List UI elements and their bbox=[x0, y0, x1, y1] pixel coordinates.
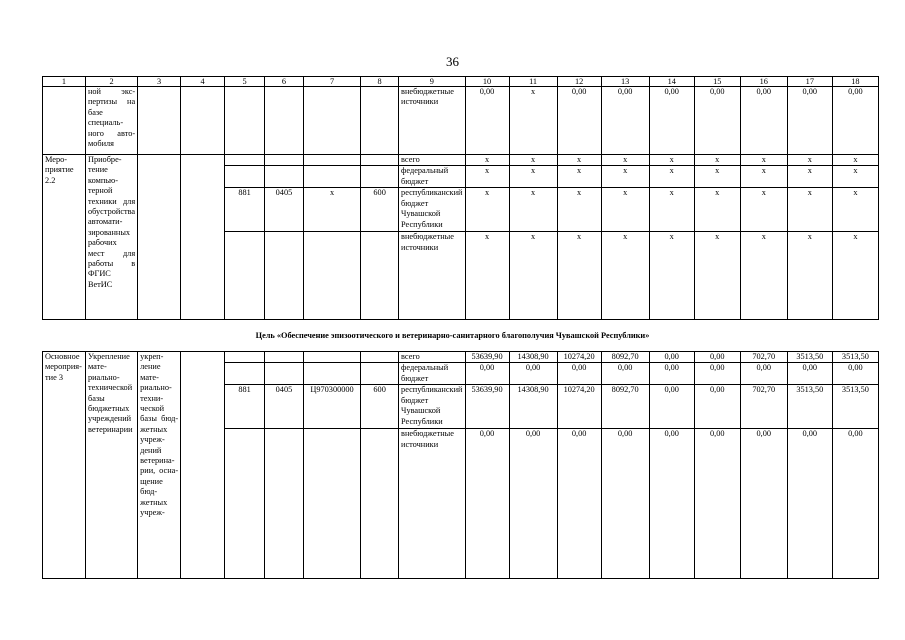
cell bbox=[361, 363, 399, 385]
value-cell: x bbox=[649, 188, 694, 232]
value-cell: 8092,70 bbox=[601, 385, 649, 429]
value-cell: x bbox=[787, 232, 832, 320]
section-code-cell: 0405 bbox=[265, 188, 304, 232]
value-cell: 702,70 bbox=[740, 352, 787, 363]
cell bbox=[265, 352, 304, 363]
funding-source-cell: всего bbox=[399, 155, 466, 166]
value-cell: 0,00 bbox=[601, 363, 649, 385]
value-cell: 0,00 bbox=[557, 363, 601, 385]
admin-code-cell: 881 bbox=[225, 188, 265, 232]
value-cell: x bbox=[509, 155, 557, 166]
value-cell: x bbox=[557, 232, 601, 320]
funding-source-cell: внебюджетные источники bbox=[399, 232, 466, 320]
cell bbox=[303, 429, 360, 579]
value-cell: x bbox=[832, 166, 878, 188]
value-cell: x bbox=[509, 188, 557, 232]
cell bbox=[303, 166, 360, 188]
col-num: 6 bbox=[265, 77, 304, 87]
value-cell: 0,00 bbox=[509, 429, 557, 579]
value-cell: 0,00 bbox=[740, 363, 787, 385]
value-cell: 0,00 bbox=[649, 385, 694, 429]
cell bbox=[265, 87, 304, 155]
col-num: 9 bbox=[399, 77, 466, 87]
value-cell: x bbox=[509, 87, 557, 155]
value-cell: 0,00 bbox=[557, 429, 601, 579]
cell bbox=[225, 352, 265, 363]
value-cell: 3513,50 bbox=[832, 352, 878, 363]
measure-name-cell: ной экспертизы на базе специального автомобиля bbox=[85, 87, 137, 155]
cell bbox=[265, 232, 304, 320]
value-cell: 702,70 bbox=[740, 385, 787, 429]
cell bbox=[303, 363, 360, 385]
value-cell: x bbox=[465, 155, 509, 166]
value-cell: x bbox=[694, 232, 740, 320]
budget-table-top bbox=[42, 76, 879, 320]
table-row bbox=[43, 87, 879, 155]
col-num: 12 bbox=[557, 77, 601, 87]
value-cell: x bbox=[509, 166, 557, 188]
cell bbox=[225, 232, 265, 320]
value-cell: 0,00 bbox=[601, 87, 649, 155]
value-cell: x bbox=[557, 166, 601, 188]
value-cell: x bbox=[509, 232, 557, 320]
value-cell: 0,00 bbox=[649, 363, 694, 385]
value-cell: 0,00 bbox=[832, 363, 878, 385]
value-cell: 0,00 bbox=[557, 87, 601, 155]
value-cell: 0,00 bbox=[787, 429, 832, 579]
col-num: 16 bbox=[740, 77, 787, 87]
value-cell: x bbox=[740, 232, 787, 320]
value-cell: 14308,90 bbox=[509, 385, 557, 429]
value-cell: 0,00 bbox=[832, 87, 878, 155]
value-cell: 0,00 bbox=[465, 363, 509, 385]
value-cell: 53639,90 bbox=[465, 385, 509, 429]
value-cell: 10274,20 bbox=[557, 385, 601, 429]
value-cell: x bbox=[601, 232, 649, 320]
value-cell: x bbox=[694, 155, 740, 166]
value-cell: 53639,90 bbox=[465, 352, 509, 363]
value-cell: x bbox=[557, 188, 601, 232]
cell bbox=[303, 352, 360, 363]
target-code-cell: Ц970300000 bbox=[303, 385, 360, 429]
value-cell: x bbox=[601, 166, 649, 188]
value-cell: 0,00 bbox=[509, 363, 557, 385]
value-cell: 0,00 bbox=[694, 429, 740, 579]
cell bbox=[225, 155, 265, 166]
cell bbox=[265, 166, 304, 188]
cell bbox=[303, 155, 360, 166]
col-num: 5 bbox=[225, 77, 265, 87]
value-cell: x bbox=[787, 166, 832, 188]
section-code-cell: 0405 bbox=[265, 385, 304, 429]
value-cell: x bbox=[787, 188, 832, 232]
value-cell: x bbox=[832, 155, 878, 166]
value-cell: 0,00 bbox=[601, 429, 649, 579]
funding-source-cell: республиканский бюджет Чувашской Республики bbox=[399, 385, 466, 429]
value-cell: x bbox=[832, 188, 878, 232]
value-cell: 3513,50 bbox=[787, 352, 832, 363]
cell bbox=[361, 87, 399, 155]
measure-type-cell: Основное мероприятие 3 bbox=[43, 352, 86, 579]
value-cell: x bbox=[601, 155, 649, 166]
goal-heading: Цель «Обеспечение эпизоотического и ветеринарно-санитарного благополучия Чувашской Республики» bbox=[255, 331, 650, 340]
col-num: 14 bbox=[649, 77, 694, 87]
cell bbox=[225, 363, 265, 385]
value-cell: 3513,50 bbox=[832, 385, 878, 429]
value-cell: 0,00 bbox=[740, 429, 787, 579]
value-cell: 0,00 bbox=[694, 385, 740, 429]
measure-type-cell: Мероприятие 2.2 bbox=[43, 155, 86, 320]
col-num: 10 bbox=[465, 77, 509, 87]
cell bbox=[181, 87, 225, 155]
measure-name-cell: Укрепление материально-технической базы бюджетных учреждений ветеринарии bbox=[85, 352, 137, 579]
value-cell: 0,00 bbox=[787, 87, 832, 155]
col-num: 17 bbox=[787, 77, 832, 87]
table-row bbox=[43, 155, 879, 166]
col-num: 7 bbox=[303, 77, 360, 87]
target-code-cell: x bbox=[303, 188, 360, 232]
value-cell: x bbox=[694, 166, 740, 188]
value-cell: x bbox=[649, 166, 694, 188]
value-cell: x bbox=[740, 155, 787, 166]
value-cell: x bbox=[557, 155, 601, 166]
value-cell: x bbox=[787, 155, 832, 166]
value-cell: 0,00 bbox=[465, 87, 509, 155]
cell bbox=[181, 352, 225, 579]
admin-code-cell: 881 bbox=[225, 385, 265, 429]
value-cell: x bbox=[694, 188, 740, 232]
cell bbox=[361, 232, 399, 320]
cell bbox=[361, 429, 399, 579]
funding-source-cell: федеральный бюджет bbox=[399, 363, 466, 385]
value-cell: 0,00 bbox=[649, 429, 694, 579]
col-num: 13 bbox=[601, 77, 649, 87]
funding-source-cell: внебюджетные источники bbox=[399, 87, 466, 155]
col-num: 18 bbox=[832, 77, 878, 87]
value-cell: x bbox=[465, 232, 509, 320]
cell bbox=[265, 363, 304, 385]
value-cell: 0,00 bbox=[649, 87, 694, 155]
value-cell: 0,00 bbox=[832, 429, 878, 579]
cell bbox=[138, 87, 181, 155]
value-cell: x bbox=[601, 188, 649, 232]
value-cell: 0,00 bbox=[694, 87, 740, 155]
value-cell: 0,00 bbox=[649, 352, 694, 363]
value-cell: 3513,50 bbox=[787, 385, 832, 429]
value-cell: x bbox=[740, 166, 787, 188]
value-cell: 8092,70 bbox=[601, 352, 649, 363]
expense-type-cell: 600 bbox=[361, 385, 399, 429]
funding-source-cell: федеральный бюджет bbox=[399, 166, 466, 188]
cell bbox=[181, 155, 225, 320]
measure-description-cell: укрепление материально-технической базы бюджетных учреждений ветеринарии, оснащение бюджетных учреж- bbox=[138, 352, 181, 579]
cell bbox=[225, 429, 265, 579]
cell bbox=[361, 166, 399, 188]
value-cell: x bbox=[832, 232, 878, 320]
cell bbox=[265, 155, 304, 166]
table-row bbox=[43, 352, 879, 363]
value-cell: 0,00 bbox=[740, 87, 787, 155]
value-cell: x bbox=[465, 188, 509, 232]
col-num: 4 bbox=[181, 77, 225, 87]
cell bbox=[361, 155, 399, 166]
funding-source-cell: внебюджетные источники bbox=[399, 429, 466, 579]
col-num: 3 bbox=[138, 77, 181, 87]
cell bbox=[225, 87, 265, 155]
value-cell: 14308,90 bbox=[509, 352, 557, 363]
expense-type-cell: 600 bbox=[361, 188, 399, 232]
col-num: 1 bbox=[43, 77, 86, 87]
value-cell: x bbox=[465, 166, 509, 188]
value-cell: x bbox=[740, 188, 787, 232]
measure-name-cell: Приобретение компьютерной техники для обустройства автоматизированных рабочих мест для работы в ФГИС ВетИС bbox=[85, 155, 137, 320]
cell bbox=[361, 352, 399, 363]
cell bbox=[303, 232, 360, 320]
col-num: 11 bbox=[509, 77, 557, 87]
value-cell: x bbox=[649, 232, 694, 320]
page-number: 36 bbox=[446, 54, 459, 69]
cell bbox=[265, 429, 304, 579]
measure-type-cell bbox=[43, 87, 86, 155]
column-number-row bbox=[43, 77, 879, 87]
budget-table-bottom bbox=[42, 351, 879, 579]
col-num: 15 bbox=[694, 77, 740, 87]
col-num: 8 bbox=[361, 77, 399, 87]
funding-source-cell: республиканский бюджет Чувашской Республики bbox=[399, 188, 466, 232]
value-cell: 0,00 bbox=[787, 363, 832, 385]
col-num: 2 bbox=[85, 77, 137, 87]
cell bbox=[303, 87, 360, 155]
cell bbox=[225, 166, 265, 188]
value-cell: x bbox=[649, 155, 694, 166]
value-cell: 0,00 bbox=[465, 429, 509, 579]
funding-source-cell: всего bbox=[399, 352, 466, 363]
cell bbox=[138, 155, 181, 320]
value-cell: 0,00 bbox=[694, 363, 740, 385]
value-cell: 0,00 bbox=[694, 352, 740, 363]
value-cell: 10274,20 bbox=[557, 352, 601, 363]
